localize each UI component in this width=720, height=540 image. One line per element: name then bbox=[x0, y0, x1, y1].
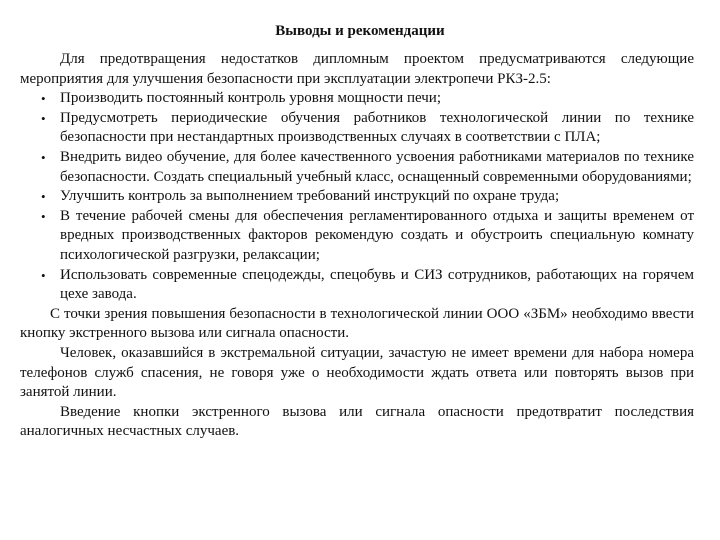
recommendation-list bbox=[20, 89, 694, 305]
body-paragraph: С точки зрения повышения безопасности в технологической линии ООО «ЗБМ» необходимо ввести кнопку экстренного вызова или сигнала опасности. bbox=[20, 305, 694, 342]
document-body bbox=[20, 50, 694, 442]
list-item bbox=[20, 187, 694, 207]
list-item bbox=[20, 89, 694, 109]
list-item bbox=[20, 207, 694, 266]
list-item bbox=[20, 109, 694, 148]
list-item-text: Улучшить контроль за выполнением требований инструкций по охране труда; bbox=[60, 188, 560, 205]
page-title: Выводы и рекомендации bbox=[275, 23, 445, 39]
bullet-icon: • bbox=[41, 149, 46, 165]
bullet-icon: • bbox=[41, 208, 46, 224]
list-item-text: Предусмотреть периодические обучения работников технологической линии по технике безопасности при нестандартных производственных случаях в соответствии с ПЛА; bbox=[60, 109, 694, 146]
list-item-text: Использовать современные спецодежды, спецобувь и СИЗ сотрудников, работающих на горячем цехе завода. bbox=[60, 266, 694, 303]
bullet-icon: • bbox=[41, 91, 46, 107]
list-item bbox=[20, 266, 694, 305]
bullet-icon: • bbox=[41, 267, 46, 283]
intro-paragraph: Для предотвращения недостатков дипломным проектом предусматриваются следующие мероприятия для улучшения безопасности при эксплуатации электропечи РКЗ-2.5: bbox=[20, 51, 694, 87]
list-item-text: В течение рабочей смены для обеспечения регламентированного отдыха и защиты временем от вредных производственных факторов рекомендую создать и обустроить специальную комнату психологической разгрузки, релаксации; bbox=[60, 207, 694, 263]
bullet-icon: • bbox=[41, 110, 46, 126]
list-item-text: Внедрить видео обучение, для более качественного усвоения работниками материалов по технике безопасности. Создать специальный учебный класс, оснащенный современными оборудованиями; bbox=[60, 148, 694, 185]
bullet-icon: • bbox=[41, 189, 46, 205]
list-item bbox=[20, 148, 694, 187]
list-item-text: Производить постоянный контроль уровня мощности печи; bbox=[60, 90, 441, 107]
body-paragraph: Человек, оказавшийся в экстремальной ситуации, зачастую не имеет времени для набора номера телефонов служб спасения, не говоря уже о необходимости ждать ответа или повторять вызов при занятой линии. bbox=[20, 344, 694, 401]
body-paragraph: Введение кнопки экстренного вызова или сигнала опасности предотвратит последствия аналогичных несчастных случаев. bbox=[20, 403, 694, 440]
